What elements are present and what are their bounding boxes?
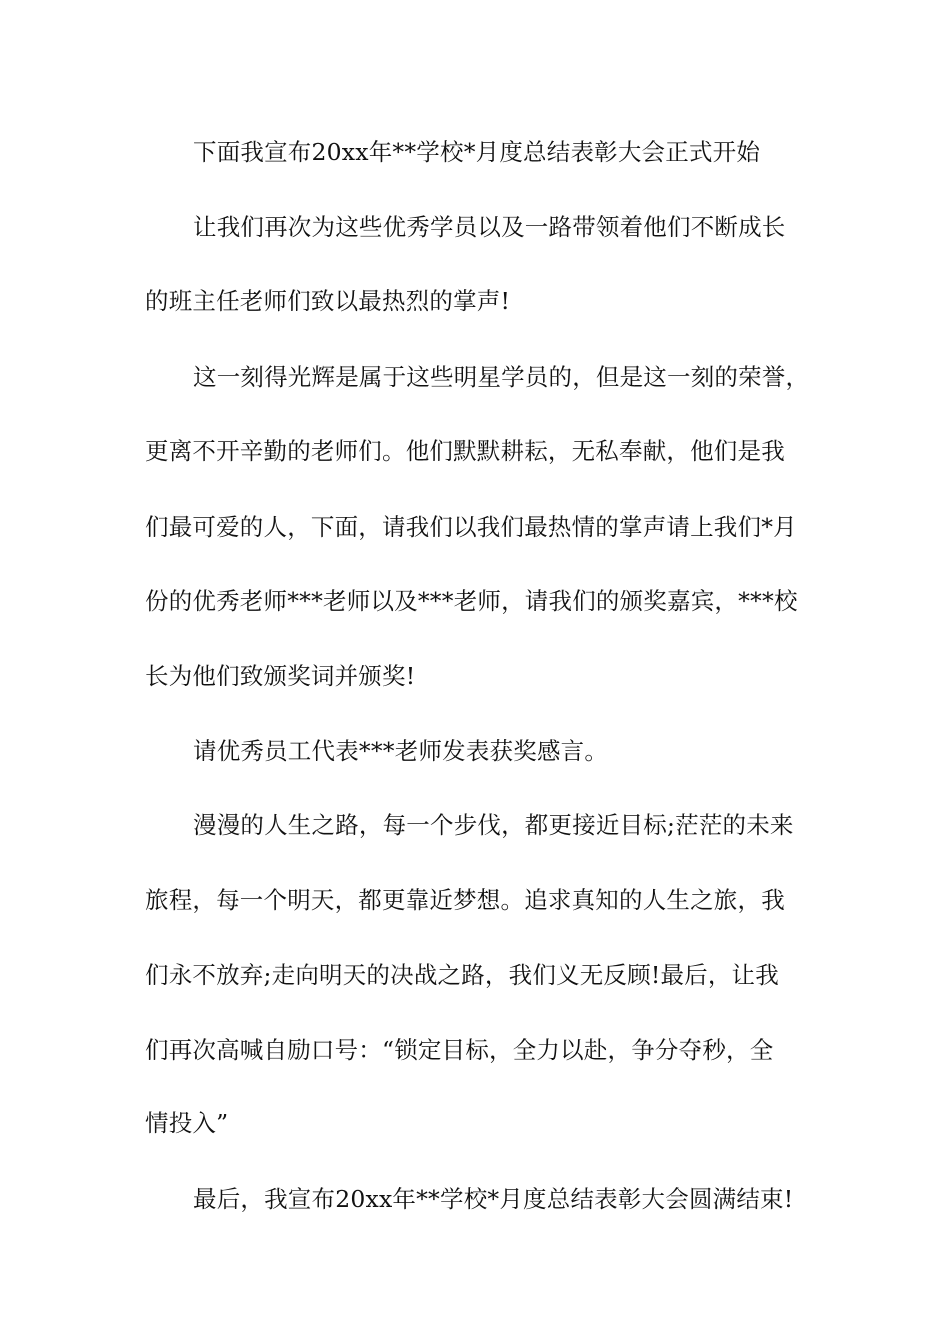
paragraph-motto-line-1: 漫漫的人生之路，每一个步伐，都更接近目标;茫茫的未来 — [193, 811, 794, 839]
paragraph-motto-line-3: 们永不放弃;走向明天的决战之路，我们义无反顾!最后，让我 — [145, 961, 779, 989]
paragraph-applause-line-2: 的班主任老师们致以最热烈的掌声! — [145, 287, 511, 315]
paragraph-motto-line-2: 旅程，每一个明天，都更靠近梦想。追求真知的人生之旅，我 — [145, 886, 785, 914]
paragraph-motto-line-4: 们再次高喊自励口号：“锁定目标，全力以赴，争分夺秒，全 — [145, 1036, 774, 1064]
paragraph-teachers-line-4: 份的优秀老师***老师以及***老师，请我们的颁奖嘉宾，***校 — [145, 587, 798, 615]
paragraph-applause-line-1: 让我们再次为这些优秀学员以及一路带领着他们不断成长 — [193, 213, 786, 241]
paragraph-closing: 最后，我宣布20xx年**学校*月度总结表彰大会圆满结束! — [193, 1185, 794, 1213]
paragraph-teachers-line-5: 长为他们致颁奖词并颁奖! — [145, 662, 416, 690]
paragraph-teachers-line-3: 们最可爱的人，下面，请我们以我们最热情的掌声请上我们*月 — [145, 513, 797, 541]
paragraph-teachers-line-2: 更离不开辛勤的老师们。他们默默耕耘，无私奉献，他们是我 — [145, 437, 785, 465]
paragraph-opening: 下面我宣布20xx年**学校*月度总结表彰大会正式开始 — [193, 138, 761, 166]
paragraph-teachers-line-1: 这一刻得光辉是属于这些明星学员的，但是这一刻的荣誉， — [193, 363, 810, 391]
paragraph-motto-line-5: 情投入” — [145, 1109, 229, 1137]
paragraph-speech: 请优秀员工代表***老师发表获奖感言。 — [193, 737, 609, 765]
